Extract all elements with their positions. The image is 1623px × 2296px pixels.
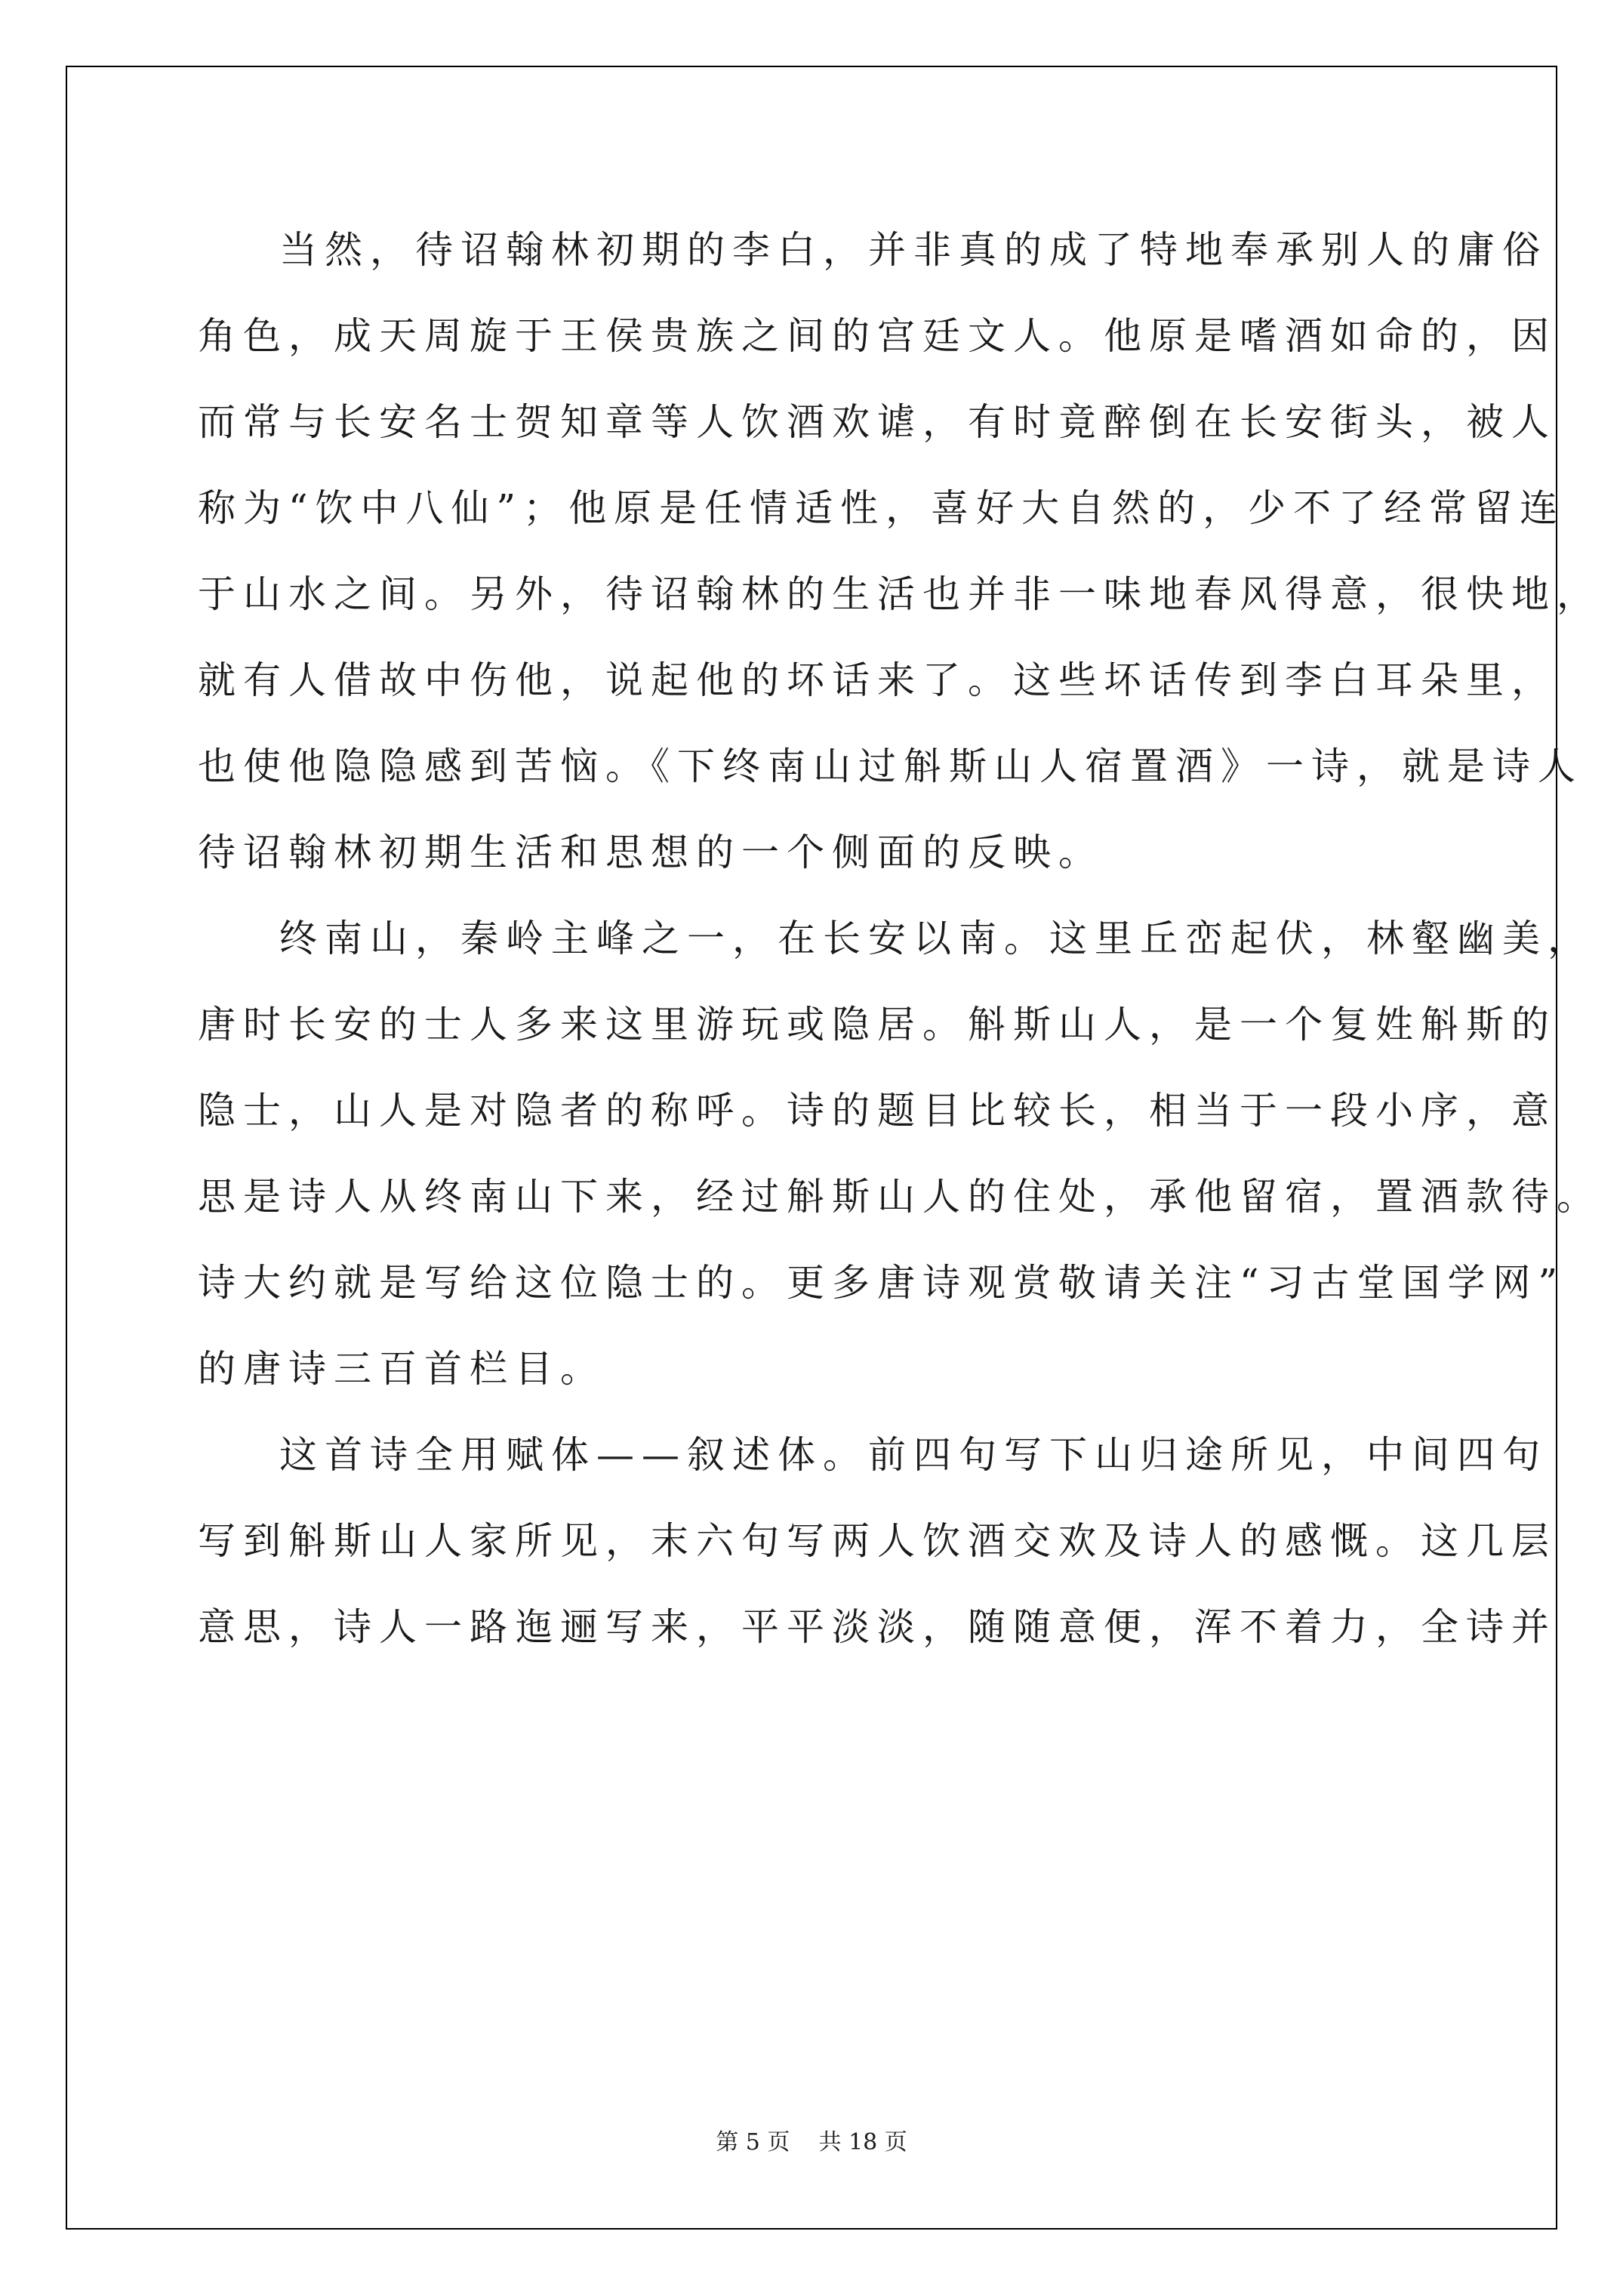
text-line: 待诏翰林初期生活和思想的一个侧面的反映。	[198, 831, 1104, 874]
text-line: 当然，待诏翰林初期的李白，并非真的成了特地奉承别人的庸俗	[279, 228, 1548, 272]
page-total: 共 18 页	[818, 2129, 907, 2156]
text-line: 角色，成天周旋于王侯贵族之间的宫廷文人。他原是嗜酒如命的，因	[198, 314, 1557, 358]
page-number: 第 5 页	[716, 2129, 790, 2156]
text-line: 的唐诗三百首栏目。	[198, 1347, 605, 1391]
text-line: 意思，诗人一路迤逦写来，平平淡淡，随随意便，浑不着力，全诗并	[198, 1605, 1557, 1649]
text-line: 这首诗全用赋体——叙述体。前四句写下山归途所见，中间四句	[279, 1433, 1548, 1477]
text-line: 称为“饮中八仙”；他原是任情适性，喜好大自然的，少不了经常留连	[198, 486, 1566, 530]
text-line: 写到斛斯山人家所见，末六句写两人饮酒交欢及诗人的感慨。这几层	[198, 1519, 1557, 1563]
text-line: 就有人借故中伤他，说起他的坏话来了。这些坏话传到李白耳朵里，	[198, 658, 1557, 702]
text-line: 而常与长安名士贺知章等人饮酒欢谑，有时竟醉倒在长安街头，被人	[198, 400, 1557, 444]
document-body	[198, 207, 1602, 1670]
text-line: 隐士，山人是对隐者的称呼。诗的题目比较长，相当于一段小序，意	[198, 1089, 1557, 1133]
text-line: 诗大约就是写给这位隐士的。更多唐诗观赏敬请关注“习古堂国学网”	[198, 1261, 1566, 1305]
page-footer	[0, 2128, 1623, 2158]
text-line: 也使他隐隐感到苦恼。《下终南山过斛斯山人宿置酒》一诗，就是诗人	[198, 744, 1583, 788]
text-line: 思是诗人从终南山下来，经过斛斯山人的住处，承他留宿，置酒款待。	[198, 1175, 1602, 1219]
text-line: 终南山，秦岭主峰之一，在长安以南。这里丘峦起伏，林壑幽美，	[279, 917, 1593, 960]
text-line: 唐时长安的士人多来这里游玩或隐居。斛斯山人，是一个复姓斛斯的	[198, 1003, 1557, 1046]
text-line: 于山水之间。另外，待诏翰林的生活也并非一味地春风得意，很快地，	[198, 572, 1602, 616]
